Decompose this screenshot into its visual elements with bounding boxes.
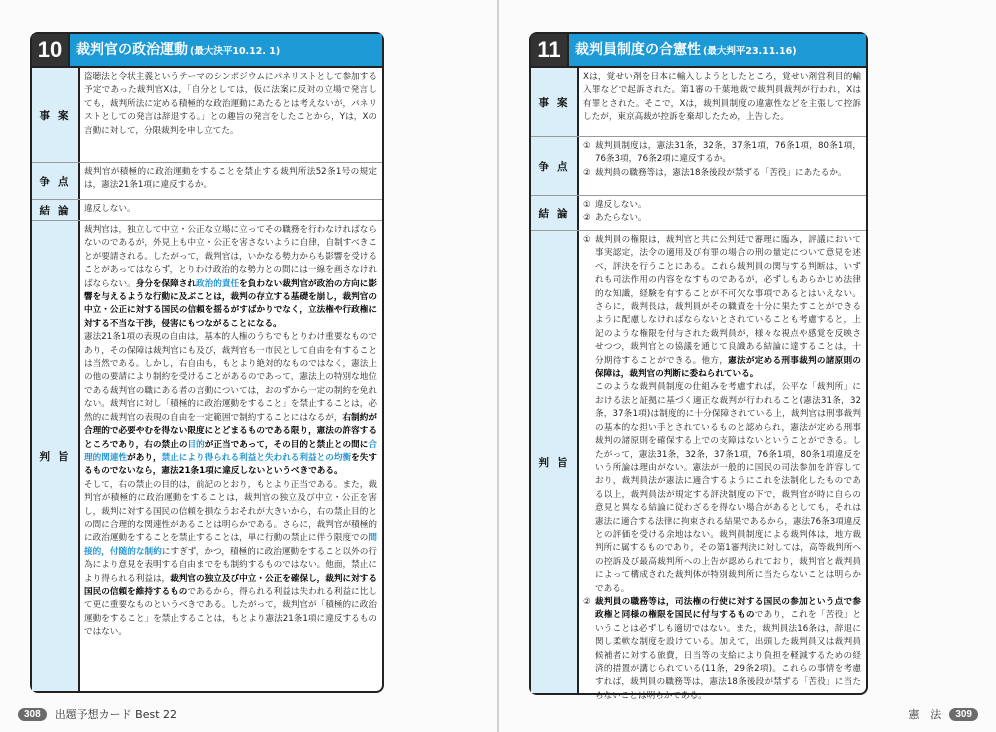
card-title [70,34,286,66]
page-number: 308 [18,708,47,721]
card-title [569,34,803,66]
highlight-span: 目的 [187,439,205,450]
card-title-text: 裁判員制度の合憲性 [575,42,701,58]
page-number: 309 [949,708,978,721]
bold-span: を失するものでないなら，憲法21条1項に違反しないというべきである。 [84,452,377,477]
row-label: 判旨 [32,221,80,691]
case-card-11 [529,32,868,701]
holding-paragraph [84,224,377,331]
holding-text [80,221,382,691]
list-marker: ② [583,167,591,178]
bold-span: 裁判官の独立及び中立・公正を確保し，裁判に対する国民の信頼を維持するもの [84,573,377,597]
list-item [583,140,861,167]
text-span: であるから，得られる利益は失われる利益に比して更に重要なものというべきである。したがって，裁判官が「積極的に政治運動をすること」を禁止することは，もとより憲法21条1項に違反するものではない。 [84,586,377,638]
list-marker: ② [583,596,591,607]
row-facts [32,68,382,163]
row-holding [531,231,866,701]
case-reference: (最大判平23.11.16) [703,46,797,57]
left-footer [18,706,177,722]
highlight-span: 間接的，付随的な制約 [84,533,377,557]
list-item [583,212,861,225]
card-number: 11 [531,34,569,66]
row-label: 事案 [531,68,579,136]
row-text: 違反しない。 [84,204,136,214]
list-marker: ① [583,141,591,151]
row-text [579,196,866,230]
row-facts [531,68,866,137]
bold-span: を負わない裁判官が政治の方向に影響を与えるような行動に及ぶことは，裁判の存立する基礎を崩し，裁判官の中立・公正に対する国民の信頼を揺るがすばかりでなく，立法権や行政権に対する不当な干渉，侵害にもつながることになる。 [84,278,377,329]
row-holding [32,221,382,691]
right-footer [908,706,978,722]
list-text: 裁判員制度は，憲法31条，32条，37条1項，76条1項，80条1項，76条3項，76条2項に違反するか。 [595,141,861,165]
row-label: 判旨 [531,231,579,693]
row-label: 結論 [531,196,579,230]
bold-span: 身分を保障され [135,278,197,289]
text-span: であり，これを「苦役」ということは必ずしも適切ではない。また，裁判員法16条は，辞退に関し柔軟な制度を設けている。加えて，出頭した裁判員又は裁判員候補者に対する旅費，日当等の支給により負担を軽減するための経済的措置が講じられている(11条，29条2項)。これらの事情を考慮すれば，裁判員の職務等は，憲法18条後段が禁ずる「苦役」に当たらないことは明らかである。 [595,610,861,701]
bold-span: があり， [127,452,162,463]
left-page [0,0,497,732]
bold-span: 右制約が合理的で必要やむを得ない限度にとどまるものである限り，憲法の許容するところであり，右の禁止の [84,412,377,450]
running-title: 出題予想カード Best 22 [54,708,178,721]
list-item [583,596,861,703]
row-conclusion [531,196,866,231]
bold-span: 憲法が定める刑事裁判の諸原則の保障は，裁判官の判断に委ねられている。 [595,355,861,380]
text-span: このような裁判員制度の仕組みを考慮すれば，公平な「裁判所」における法と証拠に基づく適正な裁判が行われること(憲法31条，32条，37条1項)は制度的に十分保障されている上，裁判官は刑事裁判の基本的な担い手とされているものと認められ，憲法が定める刑事裁判の諸原則を確保する上での支障はないということができる。したがって，憲法31条，32条，37条1項，76条1項，80条1項違反をいう所論は理由がない。憲法が一般的に国民の司法参加を許容しており，裁判員法が憲法に適合するようにこれを法制化したものである以上，裁判員法が規定する評決制度の下で，裁判官が時に自らの意見と異なる結論に従わざるを得ない場合があるとしても，それは憲法に適合する法律に拘束される結果であるから，憲法76条3項違反との評価を受ける余地はない。裁判員制度による裁判体は，地方裁判所に属するものであり，その第1審判決に対しては，高等裁判所への控訴及び最高裁判所への上告が認められており，裁判官と裁判員によって構成された裁判体が特別裁判所に当たらないことは明らかである。 [595,382,861,594]
card-title-text: 裁判官の政治運動 [76,42,188,58]
holding-paragraph [84,331,377,478]
text-span: 裁判員の権限は，裁判官と共に公判廷で審理に臨み，評議において事実認定，法令の適用及び有罪の場合の刑の量定について意見を述べ，評決を行うことにある。これら裁判員の関与する判断は，いずれも司法作用の内容をなすものであるが，必ずしもあらかじめ法律的な知識，経験を有することが不可欠な事項であるとはいえない。さらに，裁判長は，裁判員がその職責を十分に果たすことができるように配慮しなければならないとされていることも考慮すると，上記のような権限を付与された裁判員が，様々な視点や感覚を反映させつつ，裁判官との協議を通じて良識ある結論に達することは，十分期待することができる。他方， [595,235,861,366]
row-text: Xは，覚せい剤を日本に輸入しようとしたところ，覚せい剤営利目的輸入罪などで起訴された。第1審の千葉地裁で裁判員裁判が行われ，Xは有罪とされた。そこで，Xは，裁判員制度の違憲性などを主張して控訴したが，東京高裁が控訴を棄却したため，上告した。 [583,72,861,123]
case-reference: (最大決平10.12. 1) [190,46,281,57]
running-title: 憲 法 [908,708,942,721]
row-text [579,137,866,195]
text-span: にすぎず，かつ，積極的に政治運動をすること以外の行為により意見を表明する自由までをも制約するものではない。他面，禁止により得られる利益は， [84,546,377,584]
text-span: そして，右の禁止の目的は，前記のとおり，もとより正当である。また，裁判官が積極的に政治運動をすることは，裁判官の独立及び中立・公正を害し，裁判に対する国民の信頼を損なうおそれが大きいから，右の禁止目的との間に合理的な関連性があることは明らかである。さらに，裁判官が積極的に政治運動をすることを禁止することは，単に行動の禁止に伴う限度での [84,479,377,544]
right-page [499,0,996,732]
list-item [583,199,861,212]
row-conclusion [32,200,382,221]
row-label: 結論 [32,200,80,220]
card-number: 10 [32,34,70,66]
bold-span: が正当であって，その目的と禁止との間に [204,439,369,450]
text-span: 憲法21条1項の表現の自由は，基本的人権のうちでもとりわけ重要なものであり，その保障は裁判官にも及び，裁判官も一市民として自由を有することは当然である。しかし，右自由も，もとより絶対的なものではなく，憲法上の他の要請により制約を受けることがあるのであって，憲法上の特別な地位である裁判官の職にある者の言動については，おのずから一定の制約を免れない。裁判官に対し「積極的に政治運動をすること」を禁止することは，必然的に裁判官の表現の自由を一定範囲で制約することにはなるが， [84,332,377,423]
card-header [531,34,866,68]
list-text: 違反しない。 [595,200,647,210]
row-label: 争点 [531,137,579,195]
holding-paragraph [84,479,377,640]
row-issue [531,137,866,196]
row-issue [32,163,382,200]
bold-span: 裁判員の職務等は，司法権の行使に対する国民の参加という点で参政権と同様の権限を国民に付与するもの [595,596,861,621]
row-label: 事案 [32,68,80,162]
card-header [32,34,382,68]
highlight-span: 合理的関連性 [84,439,377,463]
list-text [595,596,861,703]
row-text: 裁判官が積極的に政治運動をすることを禁止する裁判所法52条1号の規定は，憲法21条1項に違反するか。 [84,167,377,191]
text-span: 裁判官は，独立して中立・公正な立場に立ってその職務を行わなければならないのであるが，外見上も中立・公正を害さないように自律，自制すべきことが要請される。したがって，裁判官は，いかなる勢力からも影響を受けることがあってはならず，とりわけ政治的な勢力との間には一線を画さなければならない。 [84,225,377,289]
list-text: あたらない。 [595,213,647,224]
list-item [583,167,861,180]
list-marker: ① [583,235,591,245]
list-item [583,234,861,596]
highlight-span: 政治的責任 [196,278,240,289]
list-marker: ① [583,200,591,210]
list-marker: ② [583,213,591,224]
highlight-span: 禁止により得られる利益と失われる利益との均衡 [161,452,352,463]
holding-text [579,231,866,701]
row-label: 争点 [32,163,80,199]
row-text: 盗聴法と令状主義というテーマのシンポジウムにパネリストとして参加する予定であった裁判官Xは，「自分としては，仮に法案に反対の立場で発言しても，裁判所法に定める積極的な政治運動にあたるとは考えないが，パネリストとしての発言は辞退する。」との趣旨の発言をしたことから，Yは，Xの言動に対して，分限裁判を申し立てた。 [84,72,377,136]
case-card-10 [30,32,384,693]
list-text [595,234,861,596]
list-text: 裁判員の職務等は，憲法18条後段が禁ずる「苦役」にあたるか。 [595,167,847,178]
